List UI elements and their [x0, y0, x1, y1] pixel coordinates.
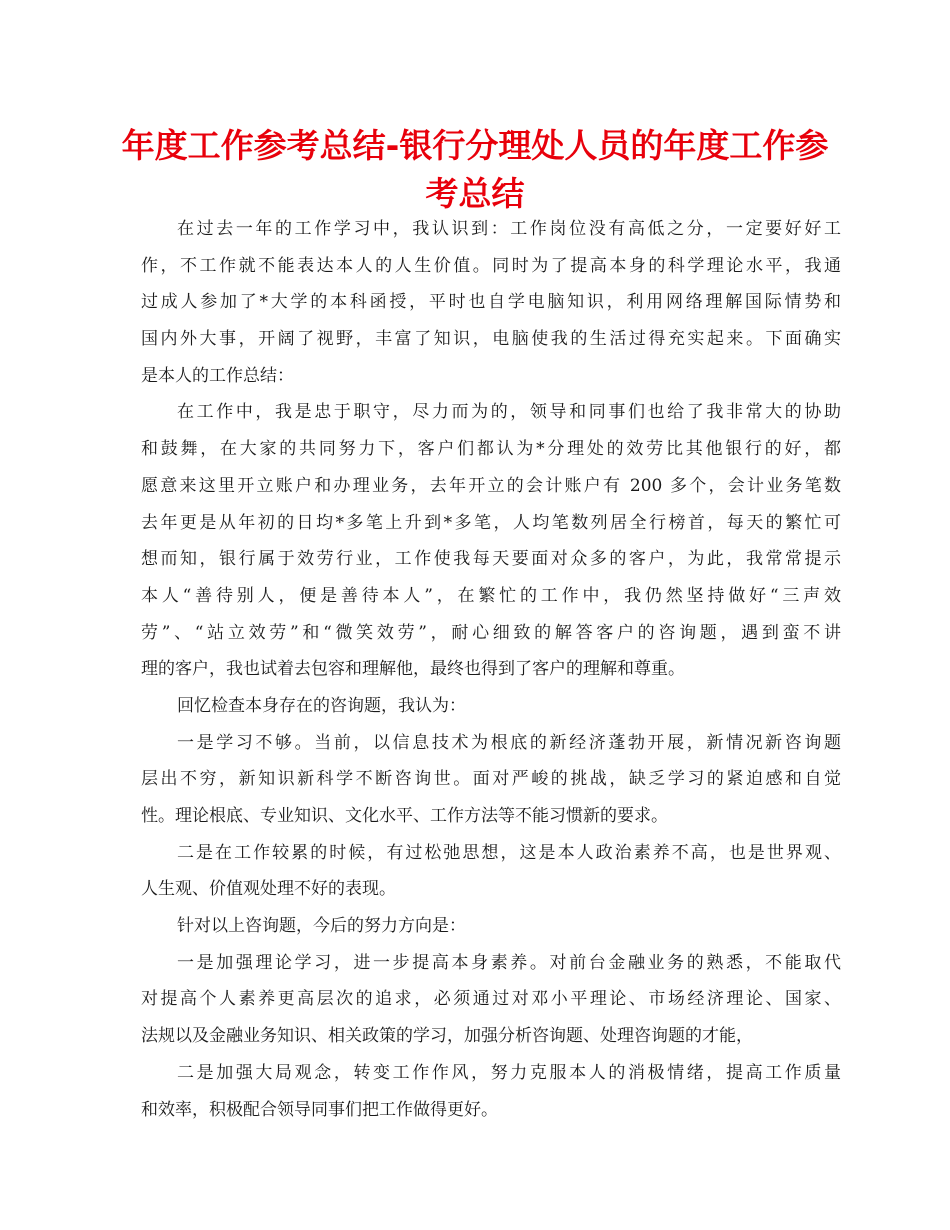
body-line: 是本人的工作总结： — [141, 365, 294, 386]
body-line: 去年更是从年初的日均*多笔上升到*多笔，人均笔数列居全行榜首，每天的繁忙可 — [141, 512, 841, 533]
body-line: 二是在工作较累的时候，有过松弛思想，这是本人政治素养不高，也是世界观、 — [177, 842, 841, 863]
body-line: 针对以上咨询题，今后的努力方向是： — [177, 916, 466, 937]
body-line: 劳”、“站立效劳”和“微笑效劳”，耐心细致的解答客户的咨询题，遇到蛮不讲 — [141, 622, 841, 643]
body-line: 想而知，银行属于效劳行业，工作使我每天要面对众多的客户，为此，我常常提示 — [141, 549, 841, 570]
body-line: 和鼓舞，在大家的共同努力下，客户们都认为*分理处的效劳比其他银行的好，都 — [141, 439, 841, 460]
body-line: 过成人参加了*大学的本科函授，平时也自学电脑知识，利用网络理解国际情势和 — [141, 292, 841, 313]
body-line: 在工作中，我是忠于职守，尽力而为的，领导和同事们也给了我非常大的协助 — [177, 402, 841, 423]
body-line: 一是加强理论学习，进一步提高本身素养。对前台金融业务的熟悉，不能取代 — [177, 952, 841, 973]
body-line: 理的客户，我也试着去包容和理解他，最终也得到了客户的理解和尊重。 — [141, 659, 685, 680]
body-line: 和效率，积极配合领导同事们把工作做得更好。 — [141, 1099, 498, 1120]
body-line: 法规以及金融业务知识、相关政策的学习，加强分析咨询题、处理咨询题的才能， — [141, 1026, 753, 1047]
body-line: 国内外大事，开阔了视野，丰富了知识，电脑使我的生活过得充实起来。下面确实 — [141, 329, 841, 350]
body-line: 愿意来这里开立账户和办理业务，去年开立的会计账户有 200 多个，会计业务笔数 — [141, 475, 841, 496]
document-title-line-1: 年度工作参考总结-银行分理处人员的年度工作参 — [121, 126, 829, 165]
body-line: 回忆检查本身存在的咨询题，我认为： — [177, 695, 466, 716]
body-line: 层出不穷，新知识新科学不断咨询世。面对严峻的挑战，缺乏学习的紧迫感和自觉 — [141, 769, 841, 790]
body-line: 作，不工作就不能表达本人的人生价值。同时为了提高本身的科学理论水平，我通 — [141, 255, 841, 276]
body-line: 人生观、价值观处理不好的表现。 — [141, 879, 396, 900]
body-line: 二是加强大局观念，转变工作作风，努力克服本人的消极情绪，提高工作质量 — [177, 1062, 841, 1083]
body-line: 性。理论根底、专业知识、文化水平、工作方法等不能习惯新的要求。 — [141, 806, 668, 826]
body-line: 本人“善待别人，便是善待本人”，在繁忙的工作中，我仍然坚持做好“三声效 — [141, 585, 841, 606]
document-body — [141, 211, 841, 1128]
body-line: 一是学习不够。当前，以信息技术为根底的新经济蓬勃开展，新情况新咨询题 — [177, 732, 841, 753]
body-line: 在过去一年的工作学习中，我认识到：工作岗位没有高低之分，一定要好好工 — [177, 219, 841, 239]
document-title-line-2: 考总结 — [425, 174, 525, 213]
body-line: 对提高个人素养更高层次的追求，必须通过对邓小平理论、市场经济理论、国家、 — [141, 989, 841, 1010]
